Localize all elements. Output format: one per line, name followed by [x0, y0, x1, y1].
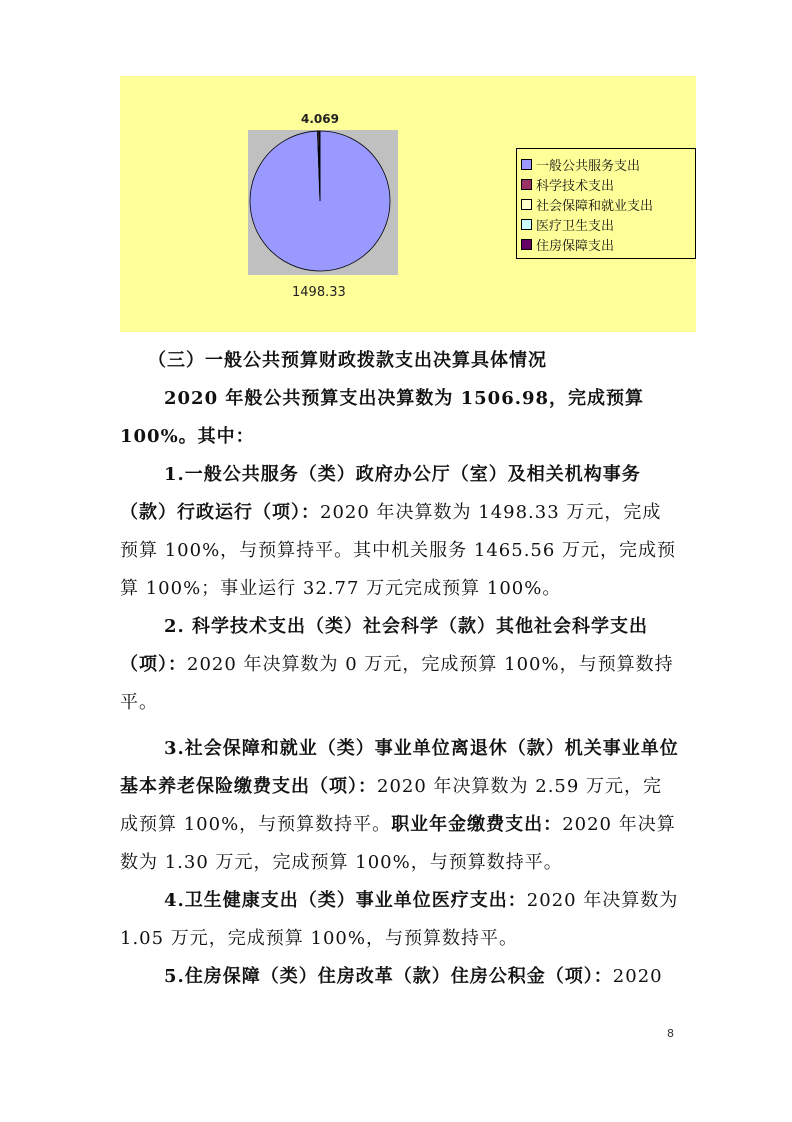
item-2 — [120, 608, 680, 722]
pie-svg — [248, 130, 398, 275]
legend-label: 社会保障和就业支出 — [536, 198, 654, 214]
item-3 — [120, 730, 680, 882]
item-4 — [120, 882, 680, 958]
item-5 — [120, 958, 680, 996]
legend-item — [521, 154, 691, 174]
item-1-title: 1.一般公共服务（类）政府办公厅（室）及相关机构事务（款）行政运行（项）： — [120, 464, 641, 523]
body-text — [120, 342, 680, 996]
item-1 — [120, 456, 680, 608]
plot-area — [248, 130, 398, 275]
chart-legend — [516, 148, 696, 259]
legend-item — [521, 194, 691, 214]
paragraph-summary: 2020 年般公共预算支出决算数为 1506.98，完成预算100%。其中： — [120, 388, 645, 447]
legend-label: 医疗卫生支出 — [536, 218, 615, 234]
legend-label: 一般公共服务支出 — [536, 158, 641, 174]
pie-chart — [120, 76, 696, 332]
item-3-title: 3.社会保障和就业（类）事业单位离退休（款）机关事业单位基本养老保险缴费支出（项）： — [120, 738, 679, 797]
item-4-text: 2020 年决算数为 1.05 万元，完成预算 100%，与预算数持平。 — [120, 890, 679, 949]
legend-label: 科学技术支出 — [536, 178, 615, 194]
data-label-small: 4.069 — [301, 112, 339, 126]
legend-item — [521, 214, 691, 234]
legend-swatch — [521, 219, 532, 230]
item-3-text-2: 2020 年决算数为 1.30 万元，完成预算 100%，与预算数持平。 — [120, 814, 676, 873]
section-heading: （三）一般公共预算财政拨款支出决算具体情况 — [148, 350, 547, 371]
legend-label: 住房保障支出 — [536, 238, 615, 254]
page-number: 8 — [667, 1027, 674, 1040]
data-label-main: 1498.33 — [292, 285, 346, 300]
item-1-text: 2020 年决算数为 1498.33 万元，完成预算 100%，与预算持平。其中机关服务 1465.56 万元，完成预算 100%；事业运行 32.77 万元完成预算 100%。 — [120, 502, 677, 599]
legend-swatch — [521, 239, 532, 250]
item-2-text: 2020 年决算数为 0 万元，完成预算 100%，与预算数持平。 — [120, 654, 674, 713]
item-3-title-2: 职业年金缴费支出： — [391, 814, 563, 835]
item-5-text: 2020 — [612, 966, 663, 987]
legend-item — [521, 174, 691, 194]
legend-item — [521, 234, 691, 254]
legend-swatch — [521, 159, 532, 170]
item-4-title: 4.卫生健康支出（类）事业单位医疗支出： — [164, 890, 527, 911]
item-2-title: 2. 科学技术支出（类）社会科学（款）其他社会科学支出（项）： — [120, 616, 649, 675]
legend-swatch — [521, 179, 532, 190]
item-5-title: 5.住房保障（类）住房改革（款）住房公积金（项）： — [164, 966, 613, 987]
legend-swatch — [521, 199, 532, 210]
item-3-text: 2020 年决算数为 2.59 万元，完成预算 100%，与预算数持平。 — [120, 776, 663, 835]
